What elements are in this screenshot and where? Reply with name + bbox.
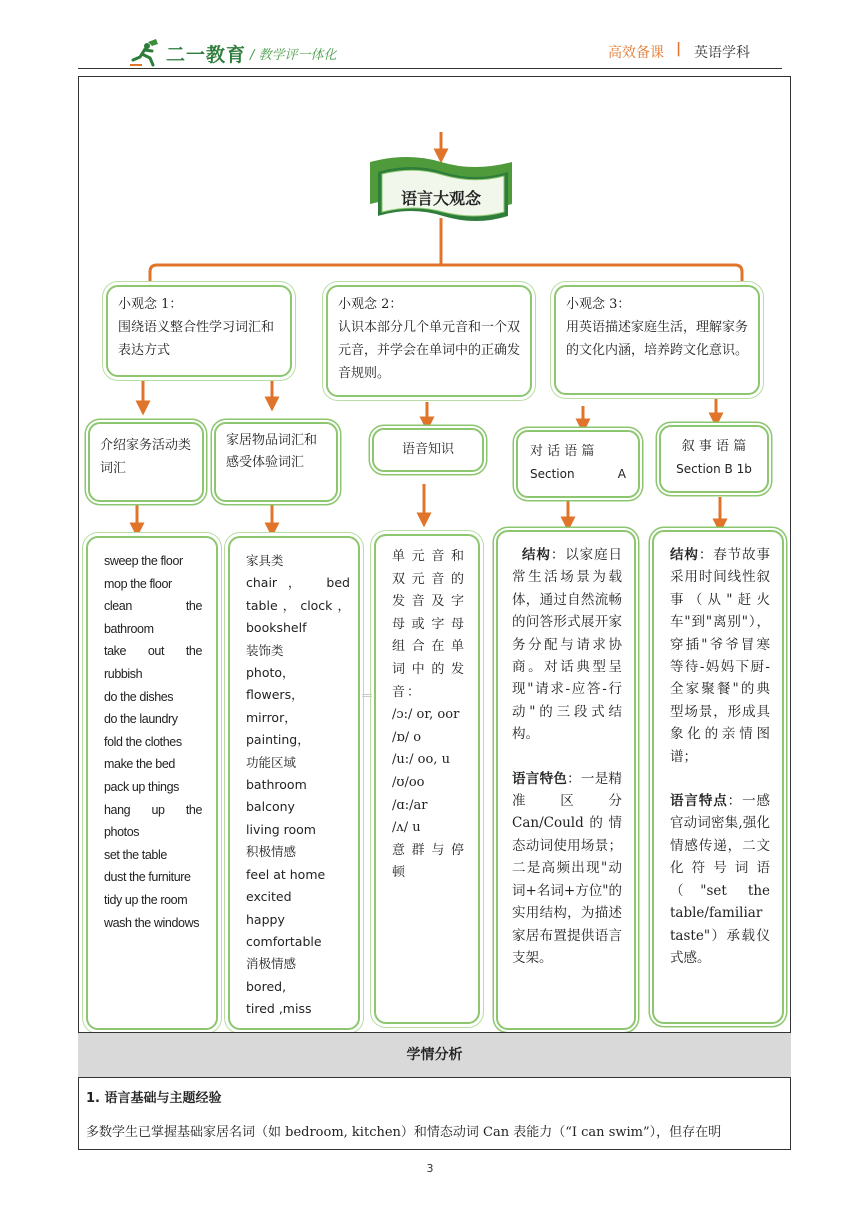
category-narrative-line2: Section B 1b xyxy=(676,462,752,476)
dialogue-language xyxy=(512,768,622,970)
chore-item: dust the furniture xyxy=(104,870,191,885)
chore-item: pack up things xyxy=(104,779,180,794)
category-box-narrative xyxy=(659,425,769,493)
category-dialogue-line2 xyxy=(530,463,626,486)
household-item: 消极情感 xyxy=(246,956,297,972)
idea-box-2 xyxy=(326,285,532,397)
page-number: 3 xyxy=(426,1162,434,1175)
category-box-dialogue xyxy=(516,430,640,498)
idea-3-title: 小观念 3： xyxy=(566,297,631,312)
dialogue-structure-text: ：以家庭日常生活场景为载体，通过自然流畅的问答形式展开家务分配与请求协商。对话典型呈现"请求-应答-行动"的三段式结构。 xyxy=(512,547,623,743)
category-chores-text: 介绍家务活动类词汇 xyxy=(100,438,192,476)
category-phonics-text: 语音知识 xyxy=(401,442,454,457)
phonics-intro: 单元音和双元音的发音及字母或字母组合在单词中的发音： xyxy=(392,549,466,700)
detail-box-phonics xyxy=(374,534,480,1024)
household-item: feel at home xyxy=(246,866,326,882)
household-item: 家具类 xyxy=(246,553,284,568)
category-household-text: 家居物品词汇和感受体验词汇 xyxy=(226,433,318,470)
household-item: bathroom xyxy=(246,777,307,793)
category-box-household xyxy=(214,422,338,502)
chore-item: take out the rubbish xyxy=(104,644,202,681)
phonics-item: /ʌ/ u xyxy=(392,820,421,836)
household-item: photo，flowers，mirror，painting， xyxy=(246,665,310,748)
idea-box-1 xyxy=(106,285,292,377)
dialogue-structure-label: 结构 xyxy=(522,547,551,563)
detail-box-household xyxy=(228,536,360,1030)
phonics-item: /ɔ:/ or, oor xyxy=(392,707,460,723)
phonics-item: /ɒ/ o xyxy=(392,729,422,745)
header-tag-subject: 英语学科 xyxy=(694,45,750,61)
analysis-heading: 1. 语言基础与主题经验 xyxy=(86,1091,222,1106)
household-item: happy xyxy=(246,911,285,927)
dialogue-structure xyxy=(512,544,622,746)
category-box-chores xyxy=(88,422,204,502)
household-item: tired ,miss xyxy=(246,1001,312,1017)
category-box-phonics xyxy=(372,428,484,472)
spacer xyxy=(670,768,770,790)
spacer xyxy=(512,746,622,768)
analysis-section-title: 学情分析 xyxy=(78,1032,791,1078)
chore-item: set the table xyxy=(104,847,167,862)
chore-item: tidy up the room xyxy=(104,892,188,907)
household-item: excited xyxy=(246,889,292,905)
header-tag-efficient: 高效备课 xyxy=(608,45,664,61)
analysis-text: 多数学生已掌握基础家居名词（如 bedroom, kitchen）和情态动词 Can 表能力（“I can swim”），但存在明 xyxy=(86,1125,722,1140)
chore-item: hang up the photos xyxy=(104,802,202,840)
household-item: chair， bed table，clock，bookshelf xyxy=(246,575,350,636)
idea-3-text: 用英语描述家庭生活，理解家务的文化内涵，培养跨文化意识。 xyxy=(566,320,749,358)
chore-item: make the bed xyxy=(104,757,175,772)
household-item: 装饰类 xyxy=(246,642,284,658)
dialogue-language-label: 语言特色 xyxy=(512,770,568,787)
household-item: 功能区域 xyxy=(246,754,297,770)
idea-2-text: 认识本部分几个单元音和一个双元音，并学会在单词中的正确发音规则。 xyxy=(338,320,521,381)
category-dialogue-letter: A xyxy=(617,467,626,481)
dialogue-language-text: ：一是精准区分Can/Could的情态动词使用场景；二是高频出现"动词+名词+方位"的实用结构，为描述家居布置提供语言支架。 xyxy=(512,770,623,966)
narrative-structure-text: ：春节故事采用时间线性叙事（从"赶火车"到"离别"），穿插"爷爷冒寒等待-妈妈下厨-全家聚餐"的典型场景，形成具象化的亲情图谱； xyxy=(670,547,771,765)
header-slogan: / 教学评一体化 xyxy=(250,48,337,63)
idea-1-title: 小观念 1： xyxy=(118,297,183,312)
logo-text: 二一教育 xyxy=(166,44,247,66)
household-item: bored, xyxy=(246,978,287,994)
detail-box-chores xyxy=(86,536,218,1030)
narrative-structure-label: 结构 xyxy=(670,547,699,563)
household-item: balcony xyxy=(246,799,295,815)
idea-box-3 xyxy=(554,285,760,395)
idea-1-text: 围绕语义整合性学习词汇和表达方式 xyxy=(118,320,275,358)
category-dialogue-section: Section xyxy=(530,467,575,481)
decor-dash xyxy=(362,694,372,697)
household-item: comfortable xyxy=(246,933,322,949)
root-concept-title: 语言大观念 xyxy=(400,189,481,208)
category-narrative-line1: 叙 事 语 篇 xyxy=(681,439,747,454)
household-item: living room xyxy=(246,821,316,837)
detail-box-dialogue xyxy=(496,530,636,1030)
household-item: 积极情感 xyxy=(246,844,297,860)
narrative-language-text: ：一感官动词密集,强化情感传递，二文化符号词语（"set the table/familiar taste"）承载仪式感。 xyxy=(670,793,771,966)
narrative-language-label: 语言特点 xyxy=(670,793,728,810)
chore-item: mop the floor xyxy=(104,576,172,591)
header-divider: | xyxy=(676,41,682,57)
category-dialogue-line1: 对 话 语 篇 xyxy=(530,444,595,459)
chore-item: do the laundry xyxy=(104,712,178,727)
phonics-item: /ʊ/oo xyxy=(392,774,425,790)
detail-box-narrative xyxy=(652,530,784,1024)
phonics-item: /u:/ oo, u xyxy=(392,752,450,768)
chore-item: do the dishes xyxy=(104,689,174,704)
phonics-item: 意群与停顿 xyxy=(392,842,466,881)
chore-item: sweep the floor xyxy=(104,554,183,568)
chore-item: wash the windows xyxy=(104,915,200,930)
narrative-language xyxy=(670,790,770,969)
phonics-item: /ɑ:/ar xyxy=(392,797,428,813)
idea-2-title: 小观念 2： xyxy=(338,297,403,312)
chore-item: fold the clothes xyxy=(104,734,182,749)
chore-item: clean the bathroom xyxy=(104,599,202,636)
narrative-structure xyxy=(670,544,770,768)
